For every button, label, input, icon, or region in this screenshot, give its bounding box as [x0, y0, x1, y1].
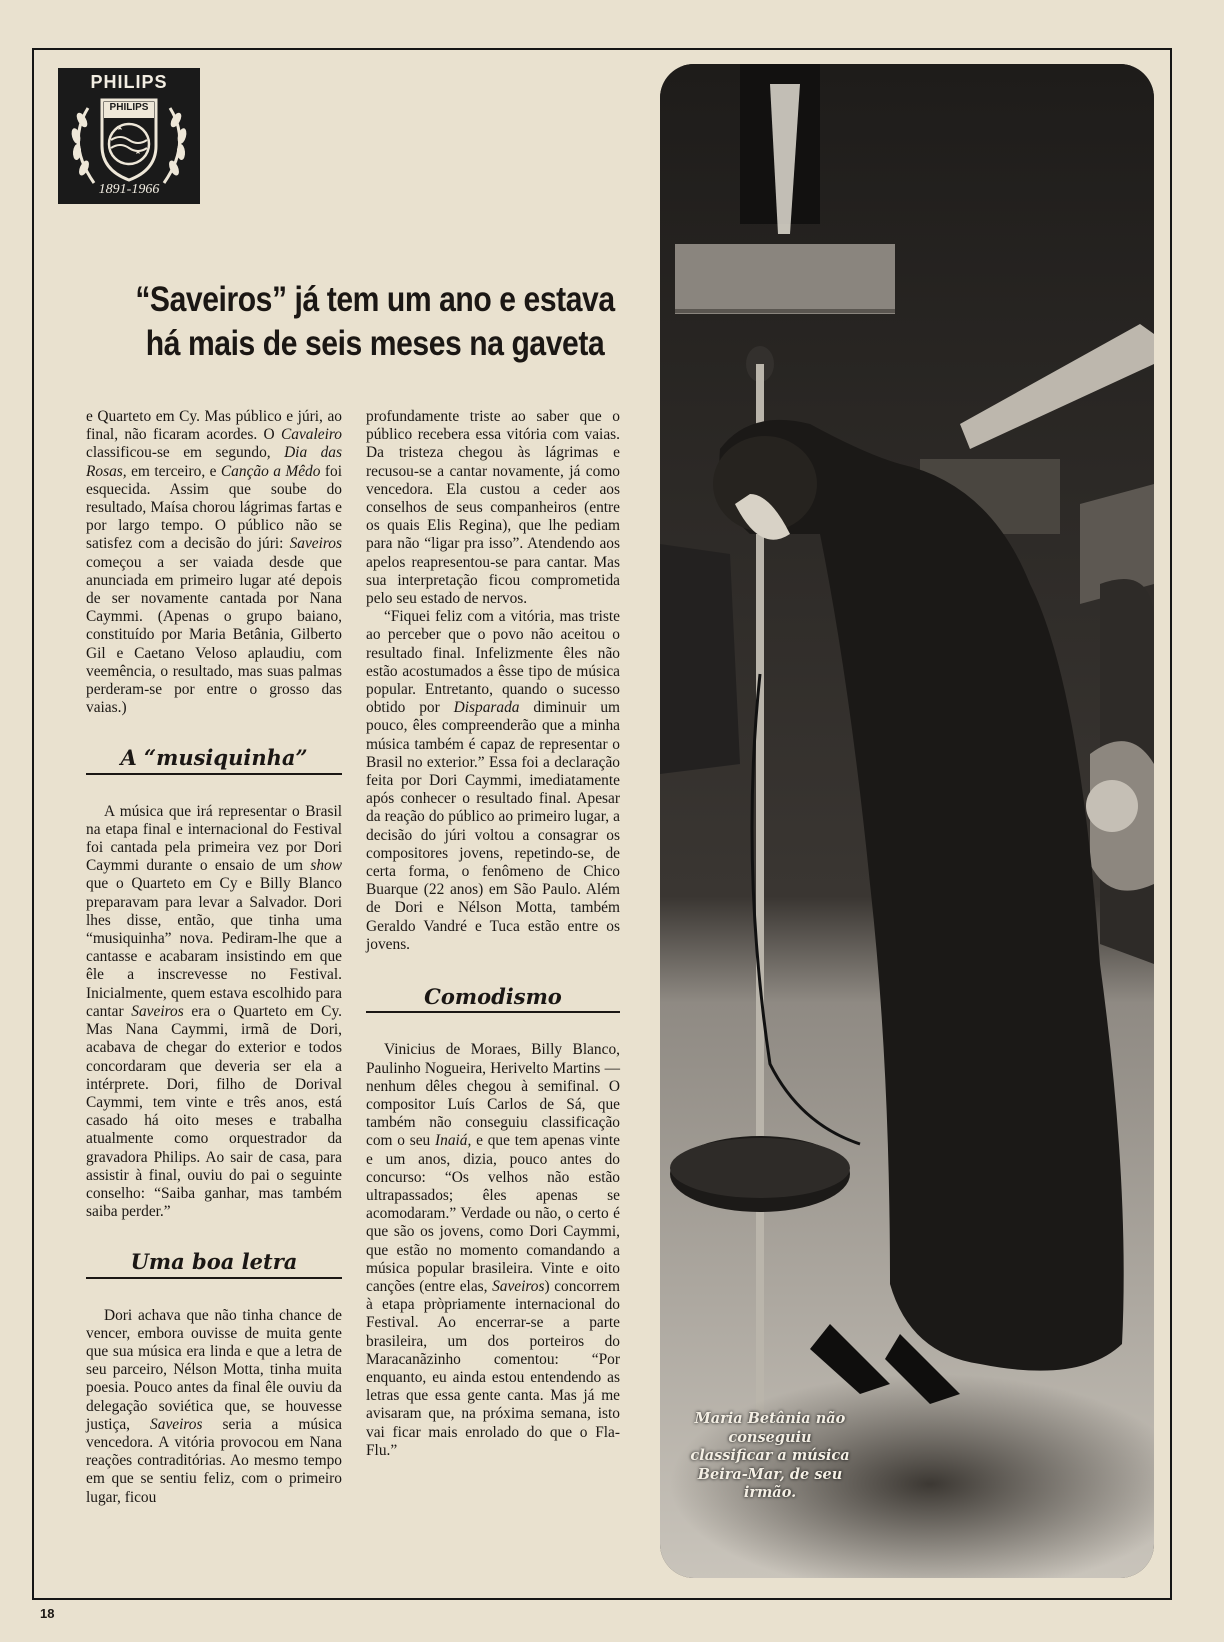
headline-line-1: “Saveiros” já tem um ano e estava: [135, 280, 615, 319]
subheading-uma-boa-letra: Uma boa letra: [86, 1253, 342, 1278]
italic-title: Saveiros: [131, 1002, 184, 1020]
article-column-1: [86, 408, 342, 1507]
paragraph: profundamente triste ao saber que o público recebera essa vitória com vaias. Da tristeza chegou às lágrimas e recusou-se a cantar novamente, já como vencedora. Ela custou a ceder aos conselhos de seus companheiros (entre os quais Elis Regina), que lhe pediam para não “ligar pra isso”. Atendendo aos apelos reapresentou-se para cantar. Mas sua interpretação ficou comprometida pelo seu estado de nervos.: [366, 408, 620, 608]
subheading-comodismo: Comodismo: [366, 988, 620, 1013]
paragraph: e Quarteto em Cy. Mas público e júri, ao final, não ficaram acordes. O Cavaleiro classificou-se em segundo, Dia das Rosas, em terceiro, e Canção a Mêdo foi esquecida. Assim que soube do resultado, Maísa chorou lágrimas fartas e por largo tempo. O público não se satisfez com a decisão do júri: Saveiros começou a ser vaiada desde que anunciada em primeiro lugar até depois de ser novamente cantada por Nana Caymmi. (Apenas o grupo baiano, constituído por Maria Betânia, Gilberto Gil e Caetano Veloso aplaudiu, com veemência, o resultado, mas suas palmas perderam-se por entre o grosso das vaias.): [86, 408, 343, 717]
subheading-musiquinha: A “musiquinha”: [86, 749, 342, 774]
paragraph: “Fiquei feliz com a vitória, mas triste ao perceber que o povo não aceitou o resultado final. Infelizmente êles não estão acostumados a êsse tipo de música popular. Entretanto, quando o sucesso obtido por Disparada diminuir um pouco, êles compreenderão que a minha música também é capaz de representar o Brasil no exterior.” Essa foi a declaração feita por Dori Caymmi, imediatamente após conhecer o resultado final. Apesar da reação do público ao primeiro lugar, a decisão do júri voltou a consagrar os compositores jovens, repetindo-se, de certa forma, o fenômeno de Chico Buarque (22 anos) em São Paulo. Além de Dori e Nélson Motta, também Geraldo Vandré e Tuca estão entre os jovens.: [366, 608, 620, 953]
italic-title: Dia das Rosas,: [86, 444, 342, 480]
singer-bowing-photo: [660, 64, 1154, 1578]
paragraph: Vinicius de Moraes, Billy Blanco, Paulinho Nogueira, Herivelto Martins — nenhum dêles chegou à semifinal. O compositor Luís Carlos de Sá, que também não conseguiu classificação com o seu Inaiá, e que tem apenas vinte e um anos, dizia, pouco antes do concurso: “Os velhos não estão ultrapassados; êles apenas se acomodaram.” Verdade ou não, o certo é que são os jovens, como Dori Caymmi, que estão no momento comandando a música popular brasileira. Vinte e oito canções (entre elas, Saveiros) concorrem à etapa pròpriamente internacional do Festival. Ao encerrar-se a parte brasileira, um dos porteiros do Maracanãzinho comentou: “Por enquanto, eu ainda estou entendendo as letras que essa gente canta. Mas já me avisaram que, na próxima semana, isto vai ficar mais enrolado do que o Fla-Flu.”: [366, 1041, 620, 1459]
paragraph: A música que irá representar o Brasil na etapa final e internacional do Festival foi cantada pela primeira vez por Dori Caymmi durante o ensaio de um show que o Quarteto em Cy e Billy Blanco preparavam para levar a Salvador. Dori lhes disse, então, que tinha uma “musiquinha” nova. Pediram-lhe que a cantasse e acabaram insistindo em que êle a inscrevesse no Festival. Inicialmente, quem estava escolhido para cantar Saveiros era o Quarteto em Cy. Mas Nana Caymmi, irmã de Dori, acabava de chegar do exterior e todos concordaram que deveria ser ela a intérprete. Dori, filho de Dorival Caymmi, tem vinte e três anos, está casado há oito meses e trabalha atualmente como orquestrador da gravadora Philips. Ao sair de casa, para assistir à final, ouviu do pai o seguinte conselho: “Saiba ganhar, mas também saiba perder.”: [86, 802, 342, 1221]
italic-title: Inaiá,: [435, 1132, 472, 1150]
logo-years: 1891-1966: [98, 182, 160, 197]
italic-title: Saveiros: [492, 1277, 545, 1295]
article-column-2: [366, 408, 620, 1460]
photo-caption: Maria Betânia não conseguiu classificar a música Beira-Mar, de seu irmão.: [690, 1410, 850, 1501]
logo-shield-text: PHILIPS: [109, 102, 149, 113]
headline-line-2: há mais de seis meses na gaveta: [145, 324, 605, 363]
logo-brand-text: PHILIPS: [90, 72, 168, 92]
headline: [134, 278, 616, 366]
italic-title: show: [310, 857, 342, 875]
stage-photo: [660, 64, 1154, 1578]
italic-title: Disparada: [453, 699, 520, 717]
paragraph: Dori achava que não tinha chance de vencer, embora ouvisse de muita gente que sua música era linda e que a letra de seu parceiro, Nélson Motta, tinha muita poesia. Pouco antes da final êle ouviu da delegação soviética que, se houvesse justiça, Saveiros seria a música vencedora. A vitória provocou em Nana reações contraditórias. Ao mesmo tempo em que se sentiu feliz, com o primeiro lugar, ficou: [86, 1306, 342, 1506]
italic-title: Saveiros: [150, 1415, 203, 1433]
italic-title: Canção a Mêdo: [220, 462, 321, 480]
page-number: 18: [40, 1606, 55, 1621]
italic-title: Cavaleiro: [281, 426, 342, 444]
italic-title: Saveiros: [289, 535, 342, 553]
philips-logo: [58, 68, 200, 204]
